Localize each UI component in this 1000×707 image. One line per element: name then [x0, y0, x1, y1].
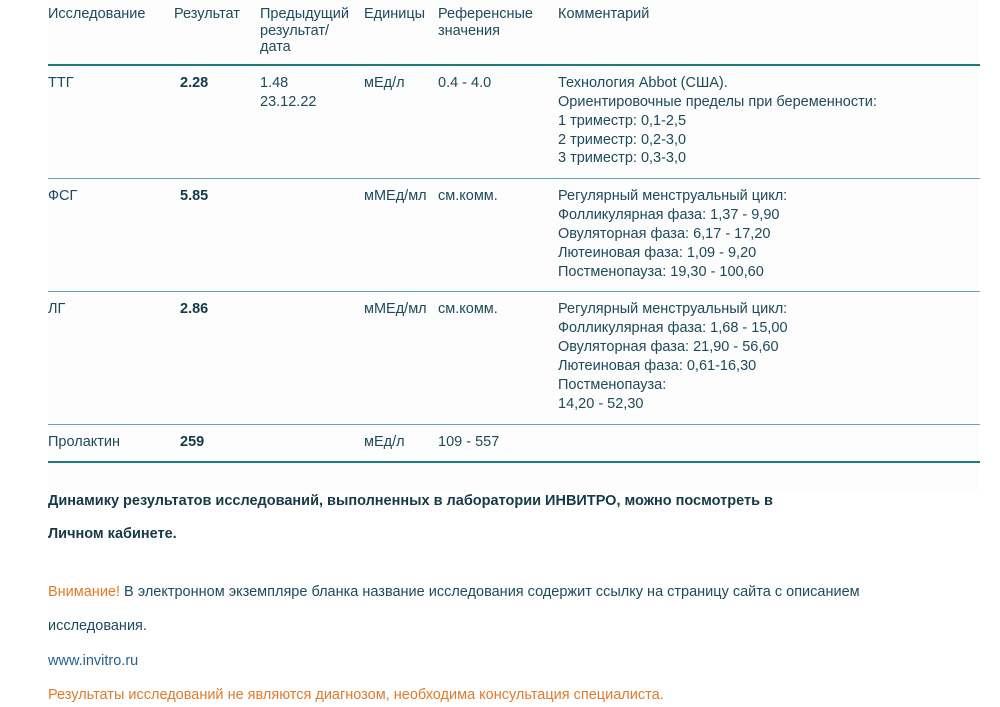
attention-text-line2: исследования.	[48, 617, 147, 634]
row-units: мЕд/л	[364, 75, 405, 92]
row-study-name: ФСГ	[48, 188, 78, 205]
table-row	[48, 65, 980, 179]
comment-line: 14,20 - 52,30	[558, 395, 644, 412]
table-body	[48, 65, 980, 462]
column-header-previous-line1: Предыдущий	[260, 6, 349, 22]
row-previous	[260, 65, 364, 179]
column-header-study: Исследование	[48, 6, 146, 22]
attention-label: Внимание!	[48, 584, 121, 601]
row-comment	[558, 179, 980, 292]
comment-line: Фолликулярная фаза: 1,37 - 9,90	[558, 207, 780, 224]
row-study-name: ЛГ	[48, 301, 66, 318]
column-header-reference-line1: Референсные	[438, 6, 533, 22]
row-result-value: 5.85	[180, 188, 209, 205]
row-comment	[558, 424, 980, 462]
table-header-row	[48, 0, 980, 65]
row-units: мМЕд/мл	[364, 188, 427, 205]
row-reference: см.комм.	[438, 188, 498, 205]
row-reference: 109 - 557	[438, 433, 500, 450]
comment-line: Постменопауза:	[558, 376, 667, 393]
row-study-name: Пролактин	[48, 433, 121, 450]
column-header-reference	[438, 0, 558, 65]
table-row	[48, 179, 980, 292]
page-left-margin	[0, 0, 48, 494]
row-reference: 0.4 - 4.0	[438, 75, 492, 92]
row-previous-date: 23.12.22	[260, 93, 317, 110]
comment-line: 2 триместр: 0,2-3,0	[558, 131, 687, 148]
row-result-value: 259	[180, 433, 205, 450]
attention-note	[48, 583, 948, 652]
row-comment	[558, 292, 980, 424]
row-units: мМЕд/мл	[364, 301, 427, 318]
comment-line: Овуляторная фаза: 6,17 - 17,20	[558, 225, 771, 242]
disclaimer-note: Результаты исследований не являются диагнозом, необходима консультация специалиста.	[48, 686, 664, 703]
comment-line: Регулярный менструальный цикл:	[558, 301, 788, 318]
row-previous-value: 1.48	[260, 75, 289, 92]
comment-line: Лютеиновая фаза: 1,09 - 9,20	[558, 244, 757, 261]
dynamics-note-line2: Личном кабинете.	[48, 526, 177, 543]
row-result-value: 2.28	[180, 75, 209, 92]
comment-line: Овуляторная фаза: 21,90 - 56,60	[558, 339, 779, 356]
lab-results-table	[48, 0, 980, 463]
row-reference: см.комм.	[438, 301, 498, 318]
comment-line: Фолликулярная фаза: 1,68 - 15,00	[558, 320, 788, 337]
table-row	[48, 424, 980, 462]
attention-line1	[48, 583, 948, 602]
comment-line: 3 триместр: 0,3-3,0	[558, 150, 687, 167]
comment-line: Постменопауза: 19,30 - 100,60	[558, 263, 764, 280]
column-header-units: Единицы	[364, 6, 426, 22]
comment-line: 1 триместр: 0,1-2,5	[558, 112, 687, 129]
column-header-comment: Комментарий	[558, 6, 650, 22]
column-header-reference-line2: значения	[438, 22, 500, 39]
row-result-value: 2.86	[180, 301, 209, 318]
document-footer	[48, 463, 980, 707]
comment-line: Технология Abbot (США).	[558, 75, 728, 92]
table-header	[48, 0, 980, 65]
dynamics-note-line1: Динамику результатов исследований, выполненных в лаборатории ИНВИТРО, можно посмотреть в	[48, 492, 773, 509]
row-previous	[260, 292, 364, 424]
row-previous	[260, 424, 364, 462]
column-header-result: Результат	[174, 6, 240, 22]
dynamics-note	[48, 473, 928, 569]
row-units: мЕд/л	[364, 433, 405, 450]
comment-line: Лютеиновая фаза: 0,61-16,30	[558, 357, 757, 374]
comment-line: Ориентировочные пределы при беременности:	[558, 93, 877, 110]
comment-line: Регулярный менструальный цикл:	[558, 188, 788, 205]
lab-results-document	[48, 0, 980, 703]
page-scroll-area	[994, 0, 998, 494]
row-comment	[558, 65, 980, 179]
column-header-previous	[260, 0, 364, 65]
row-study-name: ТТГ	[48, 75, 74, 92]
attention-text-line1: В электронном экземпляре бланка название исследования содержит ссылку на страницу сайта с описанием	[120, 584, 860, 601]
column-header-previous-line2: результат/дата	[260, 22, 330, 56]
row-previous	[260, 179, 364, 292]
site-url-link[interactable]: www.invitro.ru	[48, 652, 139, 669]
table-row	[48, 292, 980, 424]
